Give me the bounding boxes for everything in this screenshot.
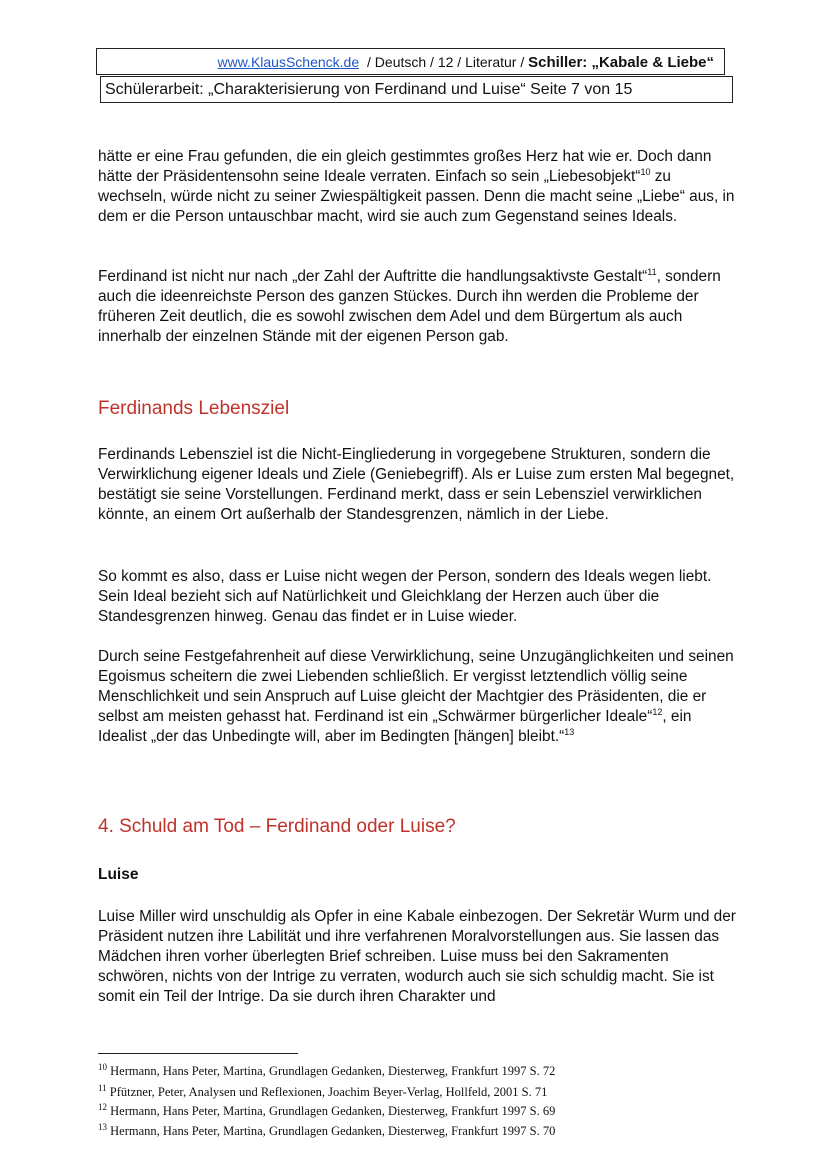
header-subtitle: Schülerarbeit: „Charakterisierung von Ferdinand und Luise“ Seite 7 von 15 [100,76,733,103]
paragraph-text: , sondern auch die ideenreichste Person des ganzen Stückes. Durch ihn werden die Probleme der früheren Zeit deutlich, die es sowohl zwischen dem Adel und dem Bürgertum als auch innerhalb der einzelnen Stände mit der eigenen Person gab. [98,268,721,345]
footnote-number: 13 [98,1121,107,1132]
paragraph-2 [98,267,738,347]
footnote-text: Pfützner, Peter, Analysen und Reflexionen, Joachim Beyer-Verlag, Hollfeld, 2001 S. 71 [106,1085,548,1099]
footnote-number: 11 [98,1082,107,1093]
paragraph-3: Ferdinands Lebensziel ist die Nicht-Eingliederung in vorgegebene Strukturen, sondern die Verwirklichung eigener Ideals und Ziele (Geniebegriff). Als er Luise zum ersten Mal begegnet, bestätigt sie seine Vorstellungen. Ferdinand merkt, dass er sein Lebensziel verwirklichen könnte, an einem Ort außerhalb der Standesgrenzen, nämlich in der Liebe. [98,446,735,523]
footnote-ref: 13 [564,726,575,737]
paragraph-6: Luise Miller wird unschuldig als Opfer in eine Kabale einbezogen. Der Sekretär Wurm und der Präsident nutzen ihre Labilität und ihre verfahrenen Moralvorstellungen aus. Sie lassen das Mädchen ihren vorher überlegten Brief schreiben. Luise muss bei den Sakramenten schwören, nichts von der Intrige zu verraten, wodurch auch sie sich schuldig macht. Sie ist somit ein Teil der Intrige. Da sie durch ihren Charakter und [98,908,736,1005]
footnote-separator [98,1053,298,1054]
footnote-ref: 12 [652,706,663,717]
footnote-text: Hermann, Hans Peter, Martina, Grundlagen Gedanken, Diesterweg, Frankfurt 1997 S. 69 [107,1104,556,1118]
paragraph-text: hätte er eine Frau gefunden, die ein gleich gestimmtes großes Herz hat wie er. Doch dann hätte der Präsidentensohn seine Ideale verraten. Einfach so sein „Liebesobjekt“ [98,148,712,185]
paragraph-text: Durch seine Festgefahrenheit auf diese Verwirklichung, seine Unzugänglichkeiten und seinen Egoismus scheitern die zwei Liebenden schließlich. Er vergisst letztendlich völlig seine Menschlichkeit und sein Anspruch auf Luise gleicht der Machtgier des Präsidenten, die er selbst am meisten gehasst hat. Ferdinand ist ein „Schwärmer bürgerlicher Ideale“ [98,648,734,725]
footnote-number: 12 [98,1101,107,1112]
site-link[interactable]: www.KlausSchenck.de [217,54,360,70]
footnote-text: Hermann, Hans Peter, Martina, Grundlagen Gedanken, Diesterweg, Frankfurt 1997 S. 72 [107,1064,556,1078]
paragraph-5 [98,647,738,747]
subheading-luise: Luise [98,866,139,883]
footnote-text: Hermann, Hans Peter, Martina, Grundlagen Gedanken, Diesterweg, Frankfurt 1997 S. 70 [107,1124,556,1138]
footnote [98,1101,556,1119]
footnote-number: 10 [98,1061,107,1072]
paragraph-4: So kommt es also, dass er Luise nicht wegen der Person, sondern des Ideals wegen liebt. Sein Ideal bezieht sich auf Natürlichkeit und Gleichklang der Herzen auch über die Standesgrenzen hinweg. Genau das findet er in Luise wieder. [98,568,712,625]
paragraph-1 [98,147,738,227]
paragraph-text: Ferdinand ist nicht nur nach „der Zahl der Auftritte die handlungsaktivste Gestalt“ [98,268,648,285]
footnote-ref: 10 [640,166,651,177]
header-work-title: Schiller: „Kabale & Liebe“ [528,54,714,71]
footnote [98,1061,556,1079]
section-heading-lebensziel: Ferdinands Lebensziel [98,398,290,419]
paragraph-text: zu wechseln, würde nicht zu seiner Zwiespältigkeit passen. Denn die macht seine „Liebe“ aus, in dem er die Person untauschbar macht, wird sie auch zum Gegenstand seines Ideals. [98,168,735,225]
footnote-ref: 11 [647,266,657,277]
paragraph-text: , ein Idealist „der das Unbedingte will, aber im Bedingten [hängen] bleibt.“ [98,708,692,745]
header-bar [96,48,725,75]
footnote [98,1121,556,1139]
footnote [98,1082,548,1100]
header-path: / Deutsch / 12 / Literatur / [367,54,525,70]
section-heading-schuld: 4. Schuld am Tod – Ferdinand oder Luise? [98,816,456,837]
